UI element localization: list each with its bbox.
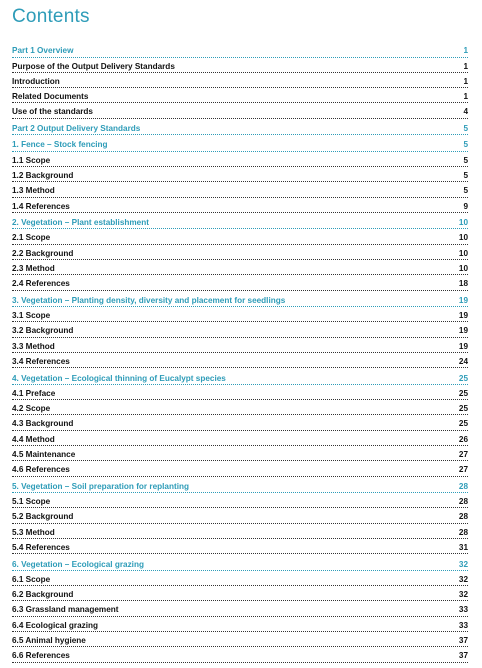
toc-page-number: 10 (458, 264, 468, 274)
toc-entry[interactable] (12, 198, 468, 213)
toc-page-number: 9 (463, 201, 468, 211)
toc-entry[interactable] (12, 338, 468, 353)
toc-entry-label: 6.6 References (12, 651, 70, 661)
toc-entry[interactable] (12, 508, 468, 523)
toc-entry[interactable] (12, 400, 468, 415)
toc-page-number: 10 (458, 218, 468, 228)
toc-page-number: 28 (458, 527, 468, 537)
toc-page-number: 18 (458, 279, 468, 289)
toc-page-number: 37 (458, 636, 468, 645)
toc-entry[interactable] (12, 322, 468, 337)
toc-page-number: 1 (463, 76, 468, 86)
toc-entry-label: Purpose of the Output Delivery Standards (12, 61, 175, 71)
toc-page-number: 1 (463, 92, 468, 102)
toc-page-number: 25 (458, 388, 468, 398)
toc-entry-label: 5. Vegetation – Soil preparation for replanting (12, 481, 189, 491)
toc-entry-label: Use of the standards (12, 107, 93, 117)
toc-page-number: 5 (463, 155, 468, 165)
toc-entry[interactable] (12, 152, 468, 167)
toc-entry[interactable] (12, 167, 468, 182)
toc-entry-label: 5.2 Background (12, 512, 74, 522)
toc-entry-label: 6.2 Background (12, 590, 74, 600)
toc-entry[interactable] (12, 229, 468, 244)
toc-entry[interactable] (12, 586, 468, 601)
toc-page-number: 5 (463, 140, 468, 150)
toc-entry-label: Related Documents (12, 92, 89, 102)
toc-entry[interactable] (12, 88, 468, 103)
toc-entry-label: 3.4 References (12, 357, 70, 367)
toc-entry-label: 4.2 Scope (12, 404, 51, 414)
toc-page-number: 19 (458, 341, 468, 351)
toc-entry-label: 6.3 Grassland management (12, 605, 119, 615)
toc-page-number: 1 (463, 61, 468, 71)
toc-entry-label: 6.1 Scope (12, 574, 51, 584)
toc-page-number: 33 (458, 620, 468, 630)
toc-entry-label: 1.4 References (12, 201, 70, 211)
toc-page-number: 26 (458, 434, 468, 444)
toc-page-number: 19 (458, 295, 468, 305)
toc-page-number: 25 (458, 373, 468, 383)
toc-entry-label: 6.4 Ecological grazing (12, 620, 98, 630)
toc-entry-label: 4.6 References (12, 465, 70, 475)
toc-page-number: 5 (463, 186, 468, 196)
toc-entry[interactable] (12, 539, 468, 554)
toc-entry[interactable] (12, 571, 468, 586)
toc-entry-label: Part 2 Output Delivery Standards (12, 123, 141, 133)
toc-entry[interactable] (12, 182, 468, 197)
toc-page-number: 10 (458, 248, 468, 258)
toc-page-number: 32 (458, 574, 468, 584)
toc-page-number: 5 (463, 123, 468, 133)
toc-page-number: 19 (458, 326, 468, 336)
toc-entry[interactable] (12, 353, 468, 368)
toc-entry-label: 3. Vegetation – Planting density, diversity and placement for seedlings (12, 295, 286, 305)
toc-entry[interactable] (12, 245, 468, 260)
toc-entry[interactable] (12, 385, 468, 400)
toc-entry[interactable] (12, 431, 468, 446)
toc-entry[interactable] (12, 260, 468, 275)
toc-section-heading[interactable] (12, 554, 468, 571)
toc-entry-label: 2.4 References (12, 279, 70, 289)
toc-page-number: 19 (458, 311, 468, 321)
toc-section-heading[interactable] (12, 135, 468, 152)
toc-entry-label: 5.4 References (12, 543, 70, 553)
toc-page-number: 28 (458, 497, 468, 507)
toc-entry-label: 3.1 Scope (12, 311, 51, 321)
toc-page-number: 10 (458, 233, 468, 243)
toc-entry-label: Introduction (12, 76, 60, 86)
toc-entry[interactable] (12, 632, 468, 647)
toc-entry-label: 4.5 Maintenance (12, 450, 76, 460)
toc-page-number: 37 (458, 651, 468, 661)
toc-entry-label: 4.4 Method (12, 434, 55, 444)
toc-entry-label: 1.1 Scope (12, 155, 51, 165)
toc-section-heading[interactable] (12, 41, 468, 58)
toc-entry-label: 3.2 Background (12, 326, 74, 336)
toc-entry[interactable] (12, 493, 468, 508)
toc-page-number: 32 (458, 590, 468, 600)
toc-section-heading[interactable] (12, 291, 468, 308)
toc-page-number: 25 (458, 404, 468, 414)
toc-entry-label: 2.1 Scope (12, 233, 51, 243)
toc-entry-label: 1.2 Background (12, 171, 74, 181)
toc-entry-label: 4.1 Preface (12, 388, 56, 398)
toc-page-number: 4 (463, 107, 468, 117)
toc-page-number: 1 (463, 46, 468, 56)
toc-entry-label: 5.3 Method (12, 527, 55, 537)
toc-entry[interactable] (12, 524, 468, 539)
toc-entry-label: 3.3 Method (12, 341, 55, 351)
toc-entry-label: 6. Vegetation – Ecological grazing (12, 559, 144, 569)
toc-entry[interactable] (12, 103, 468, 118)
toc-page-number: 28 (458, 512, 468, 522)
toc-section-heading[interactable] (12, 119, 468, 136)
toc-entry-label: 1. Fence – Stock fencing (12, 140, 108, 150)
toc-page-number: 28 (458, 481, 468, 491)
toc-entry[interactable] (12, 446, 468, 461)
toc-entry[interactable] (12, 461, 468, 476)
toc-page-number: 24 (458, 357, 468, 367)
toc-entry[interactable] (12, 73, 468, 88)
toc-entry[interactable] (12, 601, 468, 616)
toc-section-heading[interactable] (12, 213, 468, 230)
toc-entry[interactable] (12, 307, 468, 322)
toc-page-number: 33 (458, 605, 468, 615)
toc-entry-label: 4.3 Background (12, 419, 74, 429)
toc-entry-label: Part 1 Overview (12, 46, 74, 56)
toc-entry[interactable] (12, 617, 468, 632)
toc-page-number: 25 (458, 419, 468, 429)
toc-page-number: 27 (458, 450, 468, 460)
toc-page-number: 27 (458, 465, 468, 475)
toc-entry[interactable] (12, 647, 468, 662)
table-of-contents (12, 41, 468, 663)
toc-entry-label: 2. Vegetation – Plant establishment (12, 218, 149, 228)
toc-page-number: 5 (463, 171, 468, 181)
toc-entry-label: 2.2 Background (12, 248, 74, 258)
toc-entry[interactable] (12, 275, 468, 290)
toc-entry-label: 5.1 Scope (12, 497, 51, 507)
toc-page-number: 32 (458, 559, 468, 569)
page-title: Contents (12, 6, 90, 27)
toc-section-heading[interactable] (12, 368, 468, 385)
toc-page-number: 31 (458, 543, 468, 553)
toc-entry[interactable] (12, 415, 468, 430)
toc-entry-label: 6.5 Animal hygiene (12, 636, 86, 645)
toc-entry-label: 2.3 Method (12, 264, 55, 274)
toc-entry-label: 1.3 Method (12, 186, 55, 196)
toc-section-heading[interactable] (12, 477, 468, 494)
toc-entry-label: 4. Vegetation – Ecological thinning of Eucalypt species (12, 373, 226, 383)
toc-entry[interactable] (12, 58, 468, 73)
